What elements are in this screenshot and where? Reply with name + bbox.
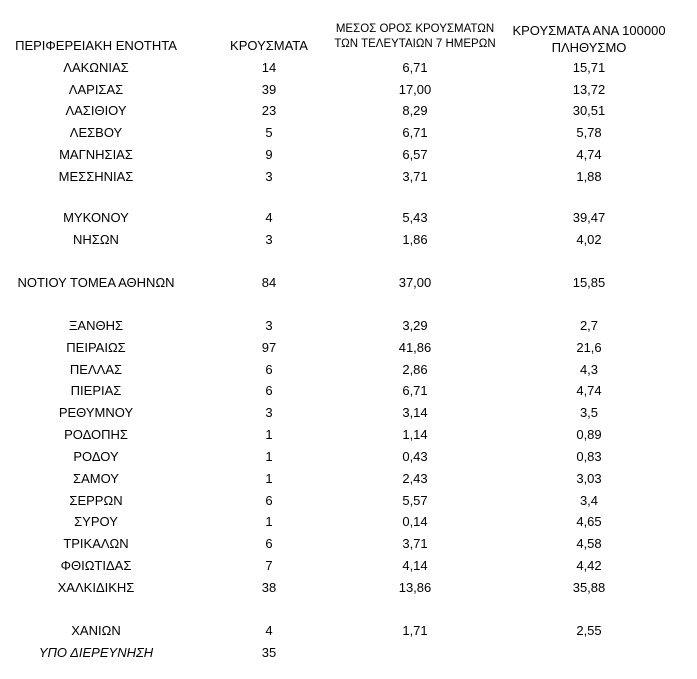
per100k-cell: 4,42: [576, 558, 602, 573]
cases-cell: 35: [261, 645, 277, 660]
cases-cell: 1: [265, 449, 273, 464]
table-row: [0, 578, 697, 598]
per100k-cell: 4,74: [576, 147, 602, 162]
cases-cell: 5: [265, 125, 273, 140]
avg7-cell: 6,57: [402, 147, 428, 162]
per100k-cell: 1,88: [576, 169, 602, 184]
table-row: [0, 58, 697, 78]
per100k-cell: 13,72: [572, 82, 606, 97]
header-cases: ΚΡΟΥΣΜΑΤΑ: [230, 38, 308, 53]
region-cell: ΥΠΟ ΔΙΕΡΕΥΝΗΣΗ: [38, 645, 154, 660]
avg7-cell: 3,14: [402, 405, 428, 420]
region-cell: ΛΑΚΩΝΙΑΣ: [63, 60, 129, 75]
table-row: [0, 556, 697, 576]
region-cell: ΣΕΡΡΩΝ: [69, 493, 123, 508]
avg7-cell: 5,57: [402, 493, 428, 508]
region-cell: ΜΑΓΝΗΣΙΑΣ: [59, 147, 133, 162]
per100k-cell: 35,88: [572, 580, 606, 595]
per100k-cell: 4,02: [576, 232, 602, 247]
avg7-cell: 3,71: [402, 169, 428, 184]
per100k-cell: 4,74: [576, 383, 602, 398]
region-cell: ΠΙΕΡΙΑΣ: [70, 383, 122, 398]
region-cell: ΝΟΤΙΟΥ ΤΟΜΕΑ ΑΘΗΝΩΝ: [17, 275, 175, 290]
avg7-cell: 0,43: [402, 449, 428, 464]
cases-cell: 7: [265, 558, 273, 573]
cases-cell: 6: [265, 383, 273, 398]
table-row: [0, 273, 697, 293]
table-row: [0, 230, 697, 250]
per100k-cell: 0,83: [576, 449, 602, 464]
per100k-cell: 3,5: [579, 405, 599, 420]
avg7-cell: 8,29: [402, 103, 428, 118]
avg7-cell: [332, 643, 498, 663]
region-cell: ΣΥΡΟΥ: [74, 514, 118, 529]
per100k-cell: [508, 643, 670, 663]
avg7-cell: 17,00: [398, 82, 432, 97]
cases-cell: 14: [261, 60, 277, 75]
region-cell: ΛΑΣΙΘΙΟΥ: [65, 103, 127, 118]
header-region: ΠΕΡΙΦΕΡΕΙΑΚΗ ΕΝΟΤΗΤΑ: [15, 38, 177, 53]
cases-cell: 97: [261, 340, 277, 355]
avg7-cell: 3,71: [402, 536, 428, 551]
cases-cell: 1: [265, 514, 273, 529]
avg7-cell: 2,86: [402, 362, 428, 377]
cases-cell: 3: [265, 232, 273, 247]
table-row: [0, 621, 697, 641]
cases-cell: 4: [265, 210, 273, 225]
per100k-cell: 4,3: [579, 362, 599, 377]
table-row: [0, 167, 697, 187]
region-cell: ΡΕΘΥΜΝΟΥ: [58, 405, 134, 420]
cases-cell: 4: [265, 623, 273, 638]
table-row: [0, 469, 697, 489]
table-row: [0, 447, 697, 467]
avg7-cell: 6,71: [402, 383, 428, 398]
avg7-cell: 1,71: [402, 623, 428, 638]
avg7-cell: 0,14: [402, 514, 428, 529]
region-cell: ΠΕΙΡΑΙΩΣ: [66, 340, 126, 355]
cases-cell: 9: [265, 147, 273, 162]
cases-cell: 1: [265, 471, 273, 486]
region-cell: ΞΑΝΘΗΣ: [68, 318, 124, 333]
region-cell: ΤΡΙΚΑΛΩΝ: [63, 536, 129, 551]
cases-cell: 3: [265, 318, 273, 333]
region-cell: ΠΕΛΛΑΣ: [69, 362, 123, 377]
per100k-cell: 5,78: [576, 125, 602, 140]
avg7-cell: 1,14: [402, 427, 428, 442]
table-row: [0, 208, 697, 228]
region-cell: ΜΥΚΟΝΟΥ: [63, 210, 129, 225]
avg7-cell: 41,86: [398, 340, 432, 355]
table-row: [0, 145, 697, 165]
per100k-cell: 0,89: [576, 427, 602, 442]
per100k-cell: 21,6: [576, 340, 602, 355]
table-row: [0, 534, 697, 554]
header-per-line2: ΠΛΗΘΥΣΜΟ: [551, 40, 627, 55]
per100k-cell: 15,71: [572, 60, 606, 75]
per100k-cell: 39,47: [572, 210, 606, 225]
cases-cell: 3: [265, 169, 273, 184]
avg7-cell: 3,29: [402, 318, 428, 333]
region-cell: ΛΑΡΙΣΑΣ: [68, 82, 124, 97]
table-row: [0, 338, 697, 358]
per100k-cell: 4,65: [576, 514, 602, 529]
avg7-cell: 4,14: [402, 558, 428, 573]
table-row: [0, 80, 697, 100]
cases-cell: 84: [261, 275, 277, 290]
avg7-cell: 2,43: [402, 471, 428, 486]
cases-cell: 3: [265, 405, 273, 420]
table-row: [0, 425, 697, 445]
region-cell: ΝΗΣΩΝ: [73, 232, 119, 247]
table-row: [0, 381, 697, 401]
region-cell: ΧΑΛΚΙΔΙΚΗΣ: [57, 580, 135, 595]
table-row: [0, 512, 697, 532]
per100k-cell: 30,51: [572, 103, 606, 118]
table-row: [0, 101, 697, 121]
region-cell: ΡΟΔΟΠΗΣ: [64, 427, 128, 442]
per100k-cell: 4,58: [576, 536, 602, 551]
per100k-cell: 2,55: [576, 623, 602, 638]
per100k-cell: 15,85: [572, 275, 606, 290]
region-cell: ΣΑΜΟΥ: [73, 471, 119, 486]
region-cell: ΡΟΔΟΥ: [73, 449, 119, 464]
table-row: [0, 403, 697, 423]
region-cell: ΦΘΙΩΤΙΔΑΣ: [60, 558, 132, 573]
header-per-100k: [508, 22, 670, 56]
cases-cell: 6: [265, 493, 273, 508]
header-avg-line1: ΜΕΣΟΣ ΟΡΟΣ ΚΡΟΥΣΜΑΤΩΝ: [335, 23, 495, 35]
per100k-cell: 3,4: [579, 493, 599, 508]
avg7-cell: 6,71: [402, 125, 428, 140]
avg7-cell: 6,71: [402, 60, 428, 75]
avg7-cell: 5,43: [402, 210, 428, 225]
region-cell: ΜΕΣΣΗΝΙΑΣ: [58, 169, 134, 184]
cases-cell: 6: [265, 362, 273, 377]
header-avg-line2: ΤΩΝ ΤΕΛΕΥΤΑΙΩΝ 7 ΗΜΕΡΩΝ: [334, 38, 496, 50]
table-row: [0, 491, 697, 511]
cases-cell: 38: [261, 580, 277, 595]
cases-cell: 6: [265, 536, 273, 551]
table-row: [0, 123, 697, 143]
table-row: [0, 643, 697, 663]
cases-cell: 39: [261, 82, 277, 97]
header-avg-7-days: [332, 22, 498, 52]
region-cell: ΛΕΣΒΟΥ: [69, 125, 123, 140]
header-per-line1: ΚΡΟΥΣΜΑΤΑ ΑΝΑ 100000: [512, 23, 666, 38]
region-cell: ΧΑΝΙΩΝ: [71, 623, 121, 638]
avg7-cell: 37,00: [398, 275, 432, 290]
table-row: [0, 360, 697, 380]
cases-cell: 23: [261, 103, 277, 118]
avg7-cell: 1,86: [402, 232, 428, 247]
avg7-cell: 13,86: [398, 580, 432, 595]
per100k-cell: 2,7: [579, 318, 599, 333]
per100k-cell: 3,03: [576, 471, 602, 486]
cases-cell: 1: [265, 427, 273, 442]
table-row: [0, 316, 697, 336]
